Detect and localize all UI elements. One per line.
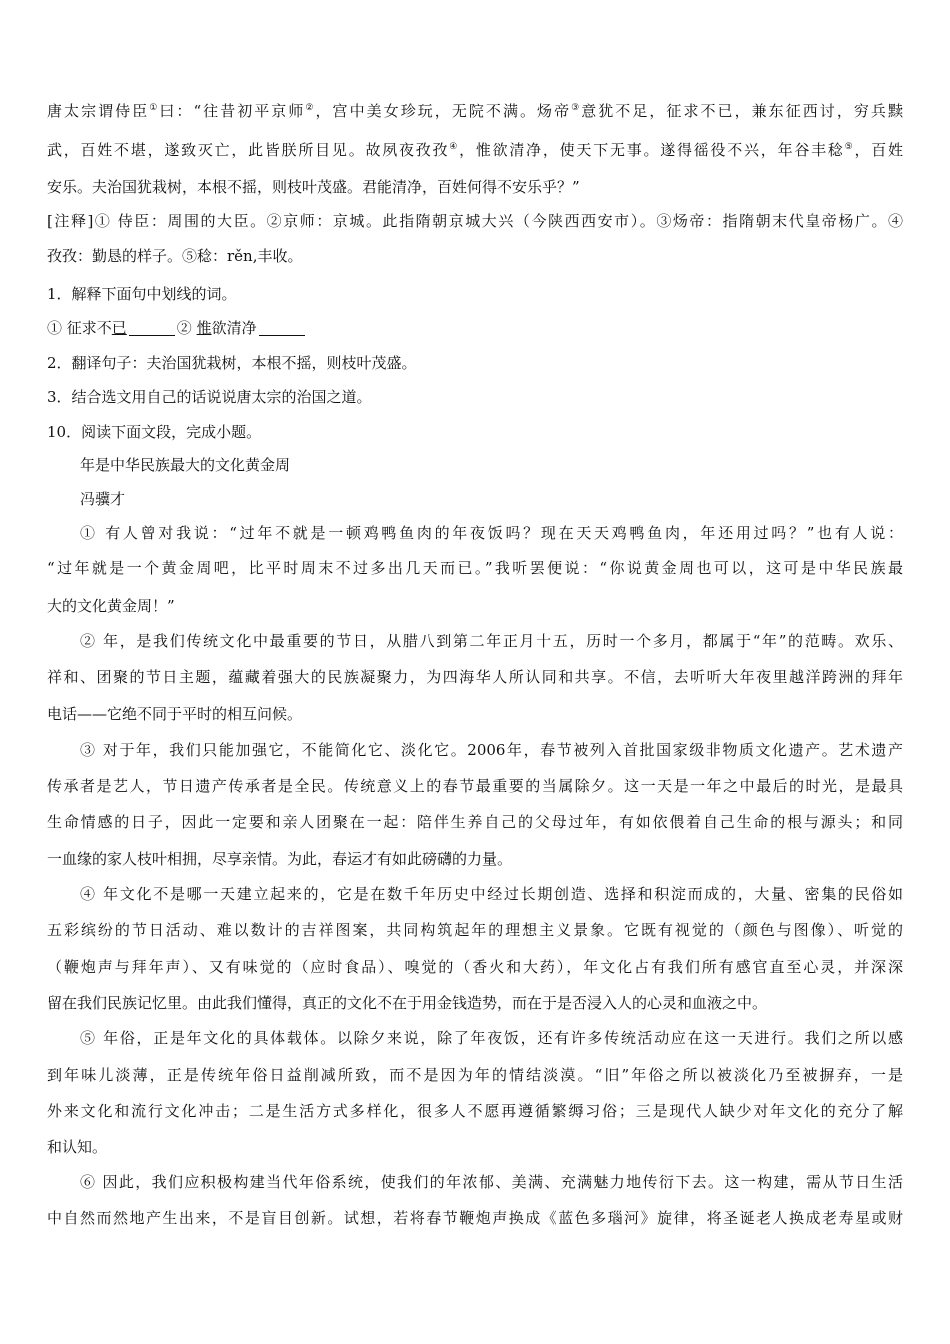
question-1-items: ① 征求不已 ② 惟欲清净	[47, 318, 307, 338]
para-6-line-1: ⑥ 因此，我们应积极构建当代年俗系统，使我们的年浓郁、美满、充满魅力地传衍下去。这一构建，需从节日生活	[80, 1173, 903, 1191]
passage-line-2: 武，百姓不堪，遂致灭亡，此皆朕所目见。故夙夜孜孜④，惟欲清净，使天下无事。遂得徭役不兴，年谷丰稔⑤，百姓	[47, 141, 903, 159]
passage-line-3: 安乐。夫治国犹栽树，本根不摇，则枝叶茂盛。君能清净，百姓何得不安乐乎？”	[47, 178, 580, 196]
para-4-line-2: 五彩缤纷的节日活动、难以数计的吉祥图案，共同构筑起年的理想主义景象。它既有视觉的（颜色与图像）、听觉的	[47, 921, 903, 939]
underlined-word-2: 惟	[196, 319, 212, 337]
para-5-line-2: 到年味儿淡薄，正是传统年俗日益削减所致，而不是因为年的情结淡漠。“旧”年俗之所以被淡化乃至被摒弃，一是	[47, 1066, 903, 1084]
para-4-line-1: ④ 年文化不是哪一天建立起来的，它是在数千年历史中经过长期创造、选择和积淀而成的，大量、密集的民俗如	[80, 885, 903, 903]
para-1-line-2: “过年就是一个黄金周吧，比平时周末不过多出几天而已。”我听罢便说：“你说黄金周也可以，这可是中华民族最	[47, 559, 903, 577]
para-3-line-4: 一血缘的家人枝叶相拥，尽享亲情。为此，春运才有如此磅礴的力量。	[47, 850, 513, 868]
article-author: 冯骥才	[80, 490, 126, 508]
answer-blank-1[interactable]	[129, 321, 175, 336]
article-title: 年是中华民族最大的文化黄金周	[80, 456, 291, 474]
para-4-line-3: （鞭炮声与拜年声）、又有味觉的（应时食品）、嗅觉的（香火和大药），年文化占有我们所有感官直至心灵，并深深	[47, 958, 903, 976]
question-2: 2．翻译句子：夫治国犹栽树，本根不摇，则枝叶茂盛。	[47, 354, 417, 372]
notes-line-1: [注释]① 侍臣：周围的大臣。②京师：京城。此指隋朝京城大兴（今陕西西安市）。③炀帝：指隋朝末代皇帝杨广。④	[47, 212, 903, 230]
notes-line-2: 孜孜：勤恳的样子。⑤稔：rěn,丰收。	[47, 247, 303, 265]
para-3-line-1: ③ 对于年，我们只能加强它，不能简化它、淡化它。2006年，春节被列入首批国家级非物质文化遗产。艺术遗产	[80, 741, 903, 759]
question-10: 10．阅读下面文段，完成小题。	[47, 423, 262, 441]
para-1-line-1: ① 有人曾对我说：“过年不就是一顿鸡鸭鱼肉的年夜饭吗？现在天天鸡鸭鱼肉，年还用过吗？”也有人说：	[80, 524, 903, 542]
para-5-line-3: 外来文化和流行文化冲击；二是生活方式多样化，很多人不愿再遵循繁缛习俗；三是现代人缺少对年文化的充分了解	[47, 1102, 903, 1120]
underlined-word-1: 已	[111, 319, 127, 337]
para-4-line-4: 留在我们民族记忆里。由此我们懂得，真正的文化不在于用金钱造势，而在于是否浸入人的心灵和血液之中。	[47, 994, 768, 1012]
passage-line-1: 唐太宗谓侍臣①曰：“往昔初平京师②，宫中美女珍玩，无院不满。炀帝③意犹不足，征求不已，兼东征西讨，穷兵黩	[47, 102, 903, 120]
para-2-line-3: 电话——它绝不同于平时的相互问候。	[47, 705, 303, 723]
answer-blank-2[interactable]	[259, 321, 305, 336]
para-2-line-1: ② 年，是我们传统文化中最重要的节日，从腊八到第二年正月十五，历时一个多月，都属于“年”的范畴。欢乐、	[80, 632, 903, 650]
para-5-line-1: ⑤ 年俗，正是年文化的具体载体。以除夕来说，除了年夜饭，还有许多传统活动应在这一天进行。我们之所以感	[80, 1029, 903, 1047]
para-3-line-3: 生命情感的日子，因此一定要和亲人团聚在一起：陪伴生养自己的父母过年，有如依偎着自己生命的根与源头；和同	[47, 813, 903, 831]
para-1-line-3: 大的文化黄金周！”	[47, 597, 175, 615]
para-6-line-2: 中自然而然地产生出来，不是盲目创新。试想，若将春节鞭炮声换成《蓝色多瑙河》旋律，将圣诞老人换成老寿星或财	[47, 1209, 903, 1227]
question-3: 3．结合选文用自己的话说说唐太宗的治国之道。	[47, 388, 372, 406]
para-3-line-2: 传承者是艺人，节日遗产传承者是全民。传统意义上的春节最重要的当属除夕。这一天是一年之中最后的时光，是最具	[47, 777, 903, 795]
para-2-line-2: 祥和、团聚的节日主题，蕴藏着强大的民族凝聚力，为四海华人所认同和共享。不信，去听听大年夜里越洋跨洲的拜年	[47, 668, 903, 686]
para-5-line-4: 和认知。	[47, 1138, 108, 1156]
question-1: 1．解释下面句中划线的词。	[47, 285, 237, 303]
